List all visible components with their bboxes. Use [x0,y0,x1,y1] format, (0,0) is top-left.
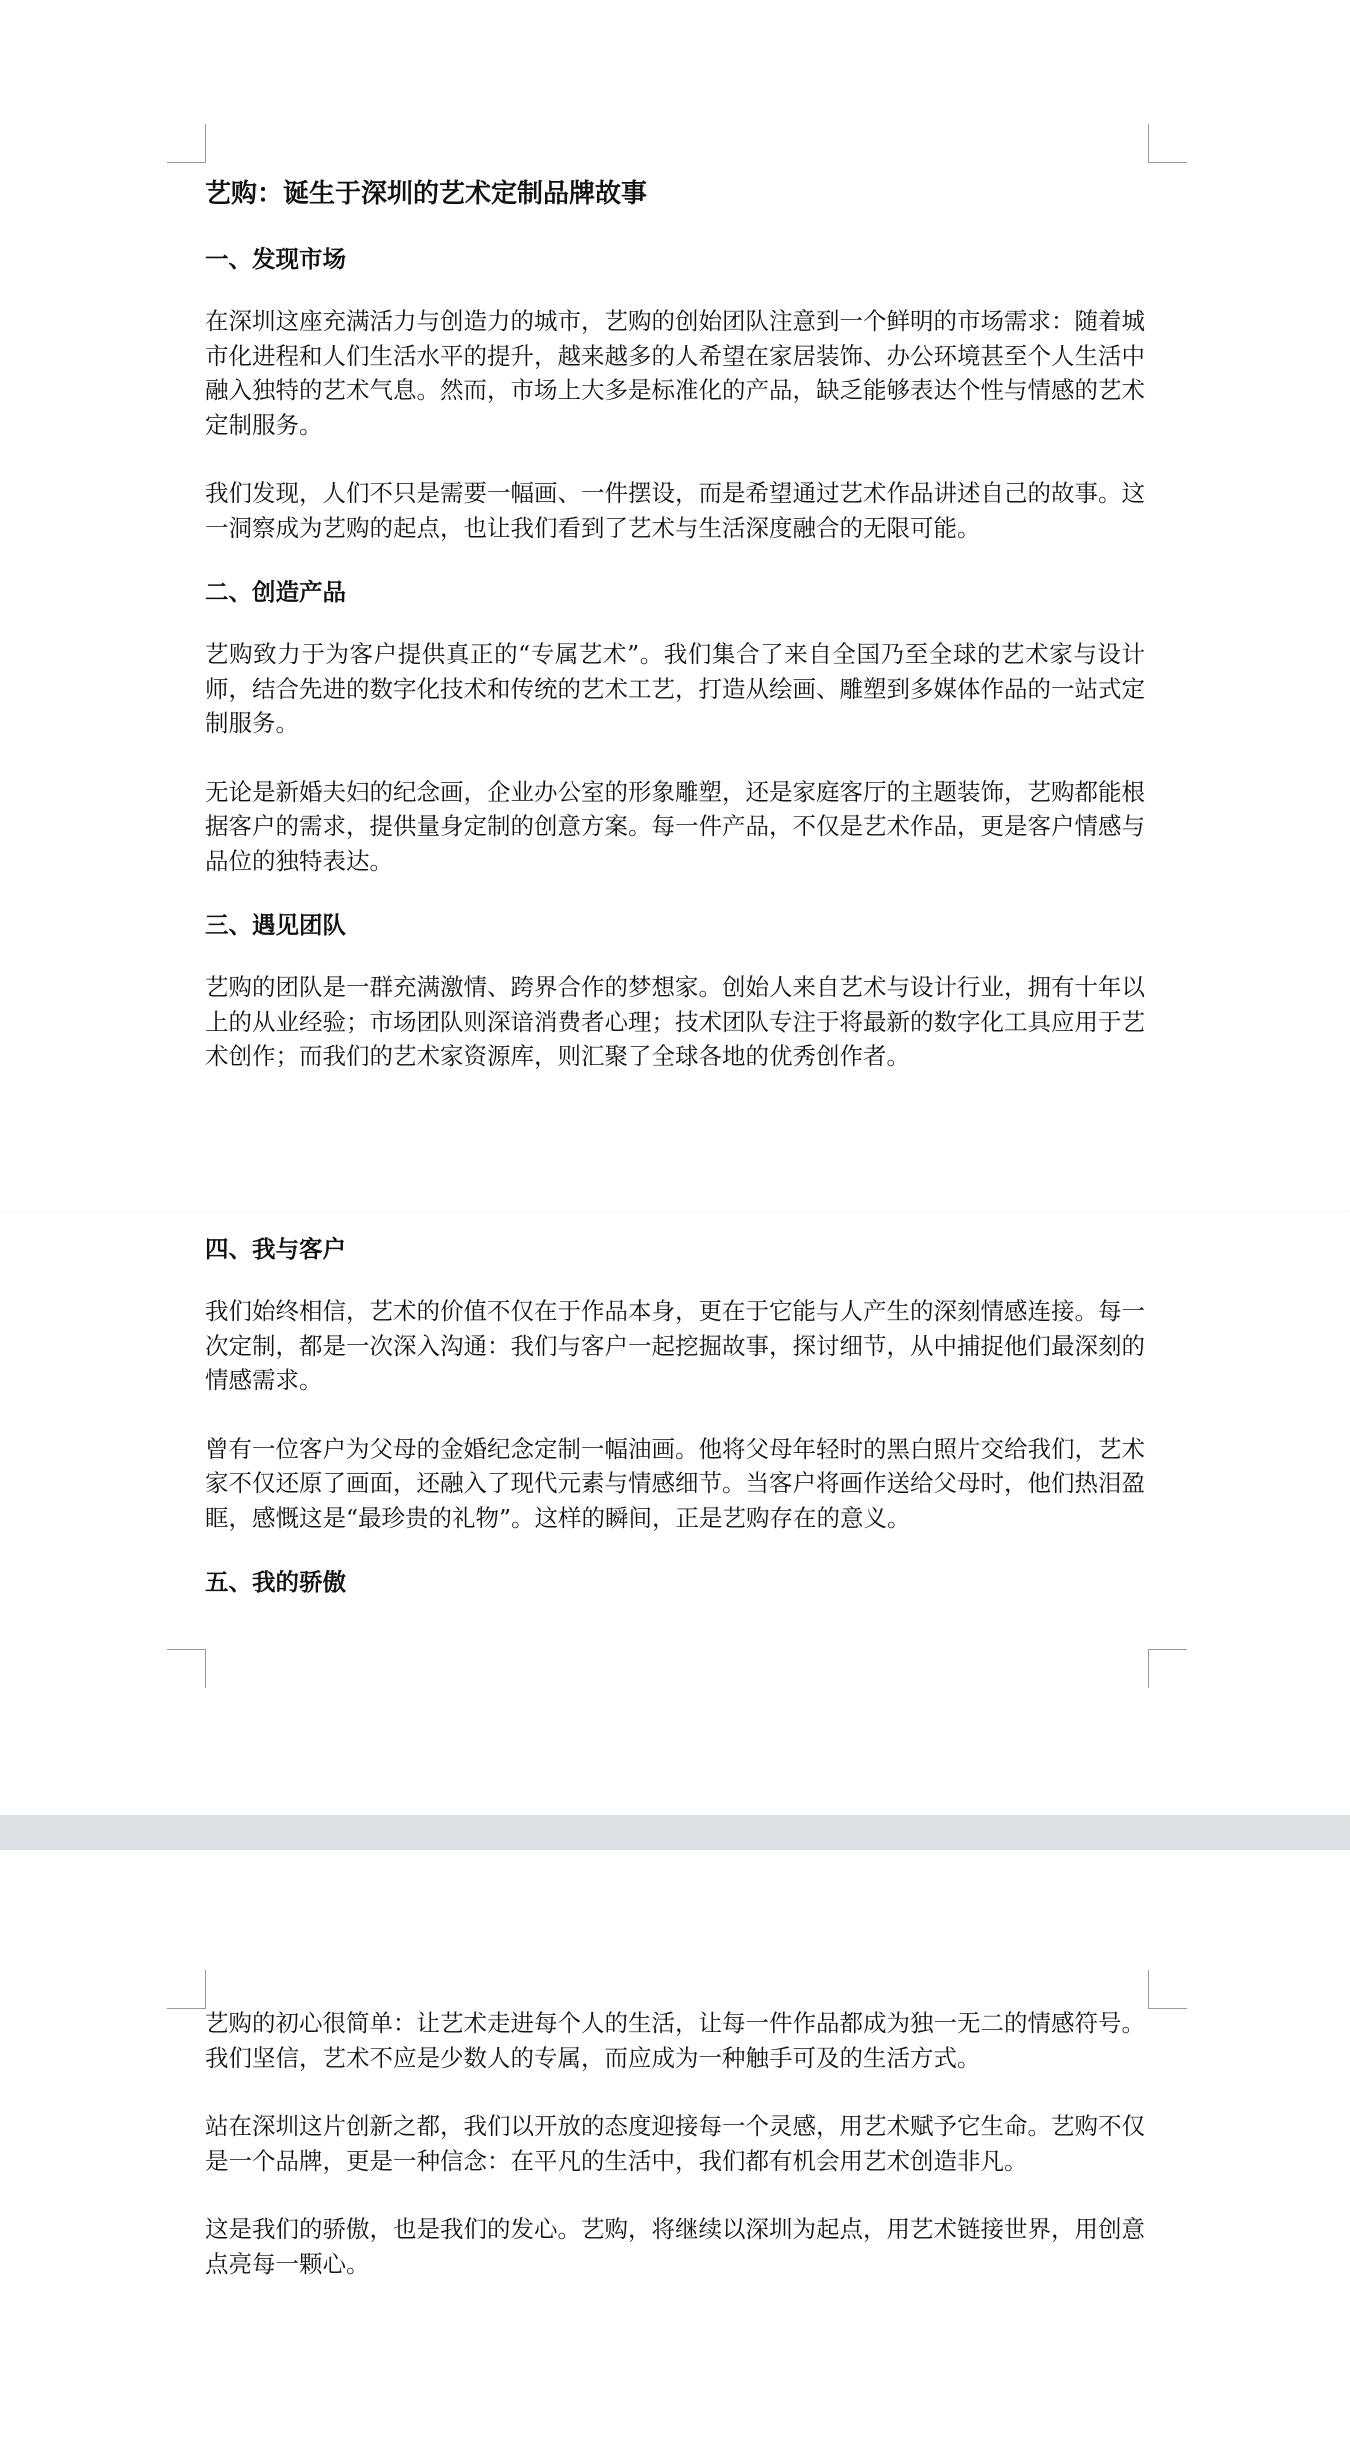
section-heading-5[interactable]: 五、我的骄傲 [205,1568,346,1596]
paragraph[interactable]: 我们发现，人们不只是需要一幅画、一件摆设，而是希望通过艺术作品讲述自己的故事。这一洞察成为艺购的起点，也让我们看到了艺术与生活深度融合的无限可能。 [205,479,1145,542]
paragraph[interactable]: 艺购的初心很简单：让艺术走进每个人的生活，让每一件作品都成为独一无二的情感符号。我们坚信，艺术不应是少数人的专属，而应成为一种触手可及的生活方式。 [205,2009,1145,2072]
page-2-content [205,2006,1145,2281]
section-heading-1[interactable]: 一、发现市场 [205,245,346,273]
section-heading-2[interactable]: 二、创造产品 [205,578,346,606]
document-page-1-continued [0,1212,1350,1815]
page-corner-mark [167,124,206,163]
page-corner-mark [1148,1970,1187,2009]
paragraph[interactable]: 这是我们的骄傲，也是我们的发心。艺购，将继续以深圳为起点，用艺术链接世界，用创意点亮每一颗心。 [205,2215,1145,2278]
page-break-gap [0,1815,1350,1850]
page-1-continued-content [205,1232,1145,1599]
paragraph[interactable]: 艺购致力于为客户提供真正的“专属艺术”。我们集合了来自全国乃至全球的艺术家与设计师，结合先进的数字化技术和传统的艺术工艺，打造从绘画、雕塑到多媒体作品的一站式定制服务。 [205,640,1145,737]
document-title[interactable]: 艺购：诞生于深圳的艺术定制品牌故事 [205,179,648,209]
paragraph[interactable]: 曾有一位客户为父母的金婚纪念定制一幅油画。他将父母年轻时的黑白照片交给我们，艺术家不仅还原了画面，还融入了现代元素与情感细节。当客户将画作送给父母时，他们热泪盈眶，感慨这是“最珍贵的礼物”。这样的瞬间，正是艺购存在的意义。 [205,1434,1145,1532]
paragraph[interactable]: 无论是新婚夫妇的纪念画，企业办公室的形象雕塑，还是家庭客厅的主题装饰，艺购都能根据客户的需求，提供量身定制的创意方案。每一件产品，不仅是艺术作品，更是客户情感与品位的独特表达。 [205,777,1145,875]
document-page-1 [0,0,1350,1212]
paragraph[interactable]: 站在深圳这片创新之都，我们以开放的态度迎接每一个灵感，用艺术赋予它生命。艺购不仅是一个品牌，更是一种信念：在平凡的生活中，我们都有机会用艺术创造非凡。 [205,2112,1145,2175]
page-corner-mark [1148,1649,1187,1688]
page-corner-mark [167,1649,206,1688]
page-1-content [205,176,1145,1074]
page-corner-mark [167,1970,206,2009]
paragraph[interactable]: 在深圳这座充满活力与创造力的城市，艺购的创始团队注意到一个鲜明的市场需求：随着城市化进程和人们生活水平的提升，越来越多的人希望在家居装饰、办公环境甚至个人生活中融入独特的艺术气息。然而，市场上大多是标准化的产品，缺乏能够表达个性与情感的艺术定制服务。 [205,307,1145,439]
page-corner-mark [1148,124,1187,163]
paragraph[interactable]: 艺购的团队是一群充满激情、跨界合作的梦想家。创始人来自艺术与设计行业，拥有十年以上的从业经验；市场团队则深谙消费者心理；技术团队专注于将最新的数字化工具应用于艺术创作；而我们的艺术家资源库，则汇聚了全球各地的优秀创作者。 [205,973,1145,1070]
section-heading-3[interactable]: 三、遇见团队 [205,911,346,939]
paragraph[interactable]: 我们始终相信，艺术的价值不仅在于作品本身，更在于它能与人产生的深刻情感连接。每一次定制，都是一次深入沟通：我们与客户一起挖掘故事，探讨细节，从中捕捉他们最深刻的情感需求。 [205,1297,1145,1394]
section-heading-4[interactable]: 四、我与客户 [205,1235,346,1263]
document-page-2 [0,1850,1350,2462]
